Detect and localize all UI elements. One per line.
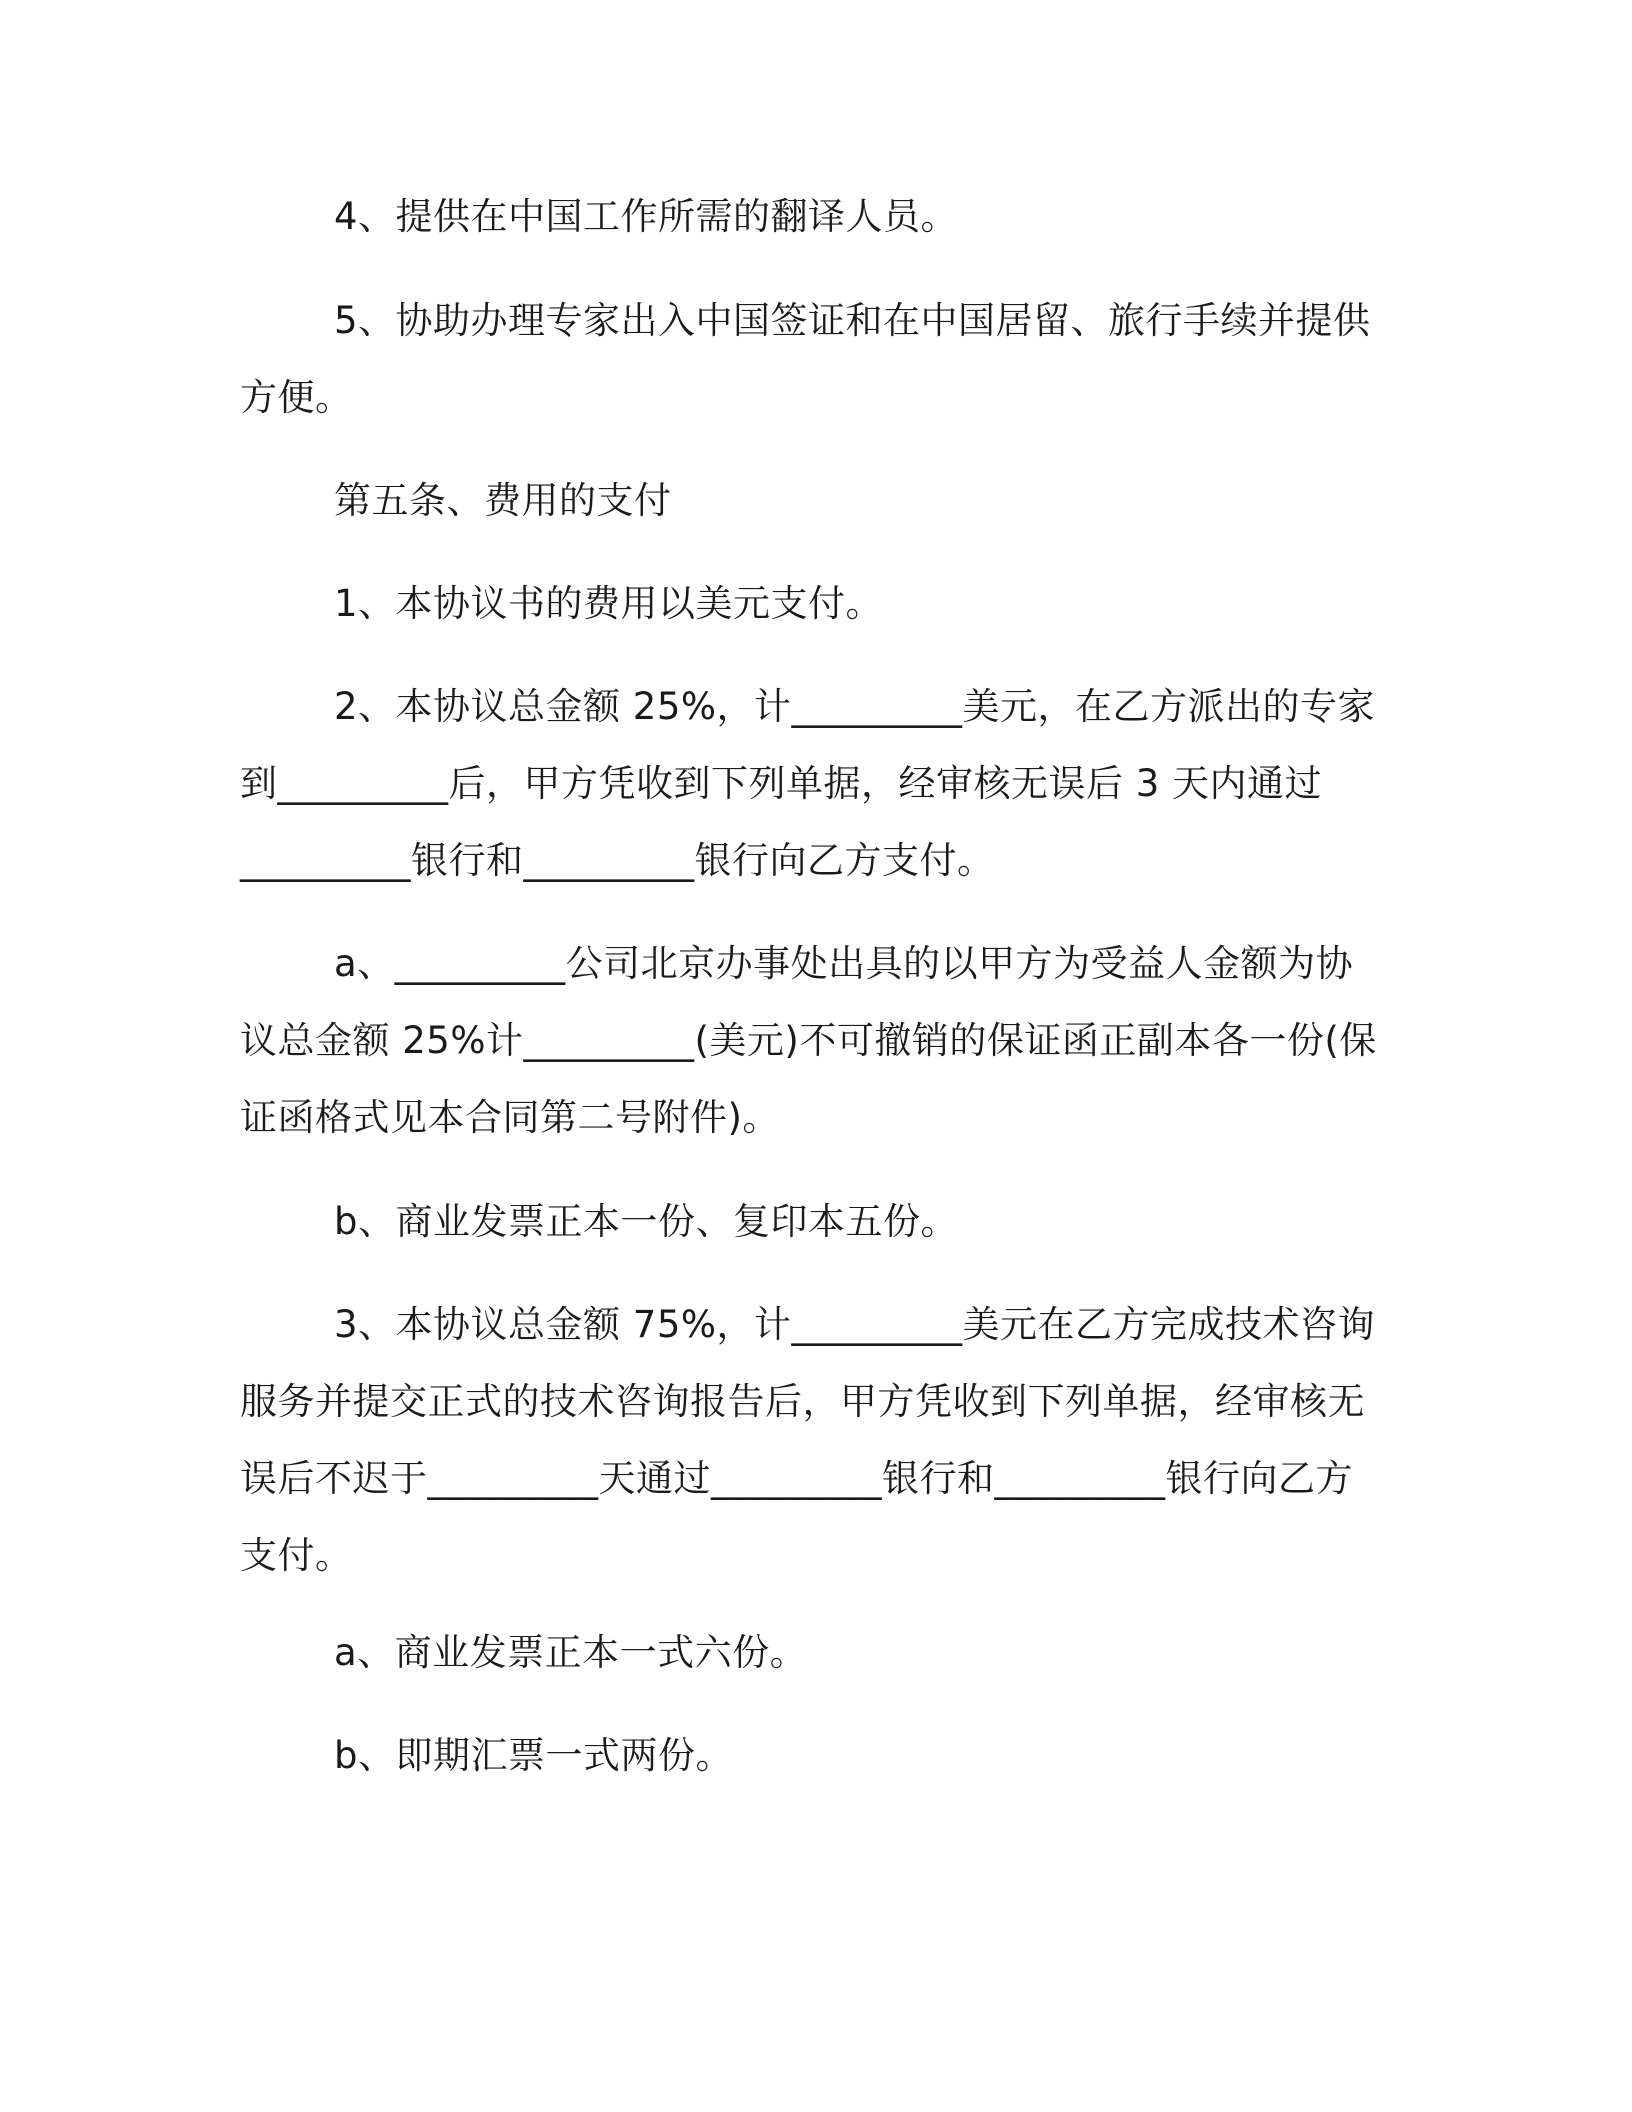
paragraph-text: b、即期汇票一式两份。 [334, 1734, 733, 1777]
paragraph-text: 1、本协议书的费用以美元支付。 [334, 582, 884, 625]
paragraph-text: a、_________公司北京办事处出具的以甲方为受益人金额为协议总金额 25%计_________(美元)不可撤销的保证函正副本各一份(保证函格式见本合同第二号附件)。 [240, 942, 1377, 1139]
paragraph-clause-2b [240, 1183, 1380, 1260]
paragraph-text: 5、协助办理专家出入中国签证和在中国居留、旅行手续并提供方便。 [240, 299, 1371, 419]
paragraph-clause-3b [240, 1717, 1380, 1794]
paragraph-item-4 [240, 178, 1380, 255]
paragraph-clause-2a [240, 925, 1380, 1156]
section-heading-article-5 [240, 462, 1380, 539]
paragraph-text: 3、本协议总金额 75%，计_________美元在乙方完成技术咨询服务并提交正式的技术咨询报告后，甲方凭收到下列单据，经审核无误后不迟于_________天通过_________银行和_________银行向乙方支付。 [240, 1303, 1376, 1577]
paragraph-text: 2、本协议总金额 25%，计_________美元，在乙方派出的专家到_________后，甲方凭收到下列单据，经审核无误后 3 天内通过_________银行和_________银行向乙方支付。 [240, 685, 1376, 882]
paragraph-clause-3 [240, 1286, 1380, 1594]
paragraph-text: a、商业发票正本一式六份。 [334, 1631, 808, 1674]
paragraph-text: b、商业发票正本一份、复印本五份。 [334, 1200, 958, 1243]
paragraph-text: 4、提供在中国工作所需的翻译人员。 [334, 195, 959, 238]
paragraph-item-5 [240, 282, 1380, 436]
paragraph-clause-2 [240, 668, 1380, 899]
paragraph-clause-3a [240, 1614, 1380, 1691]
section-heading-text: 第五条、费用的支付 [334, 479, 672, 522]
paragraph-clause-1 [240, 565, 1380, 642]
